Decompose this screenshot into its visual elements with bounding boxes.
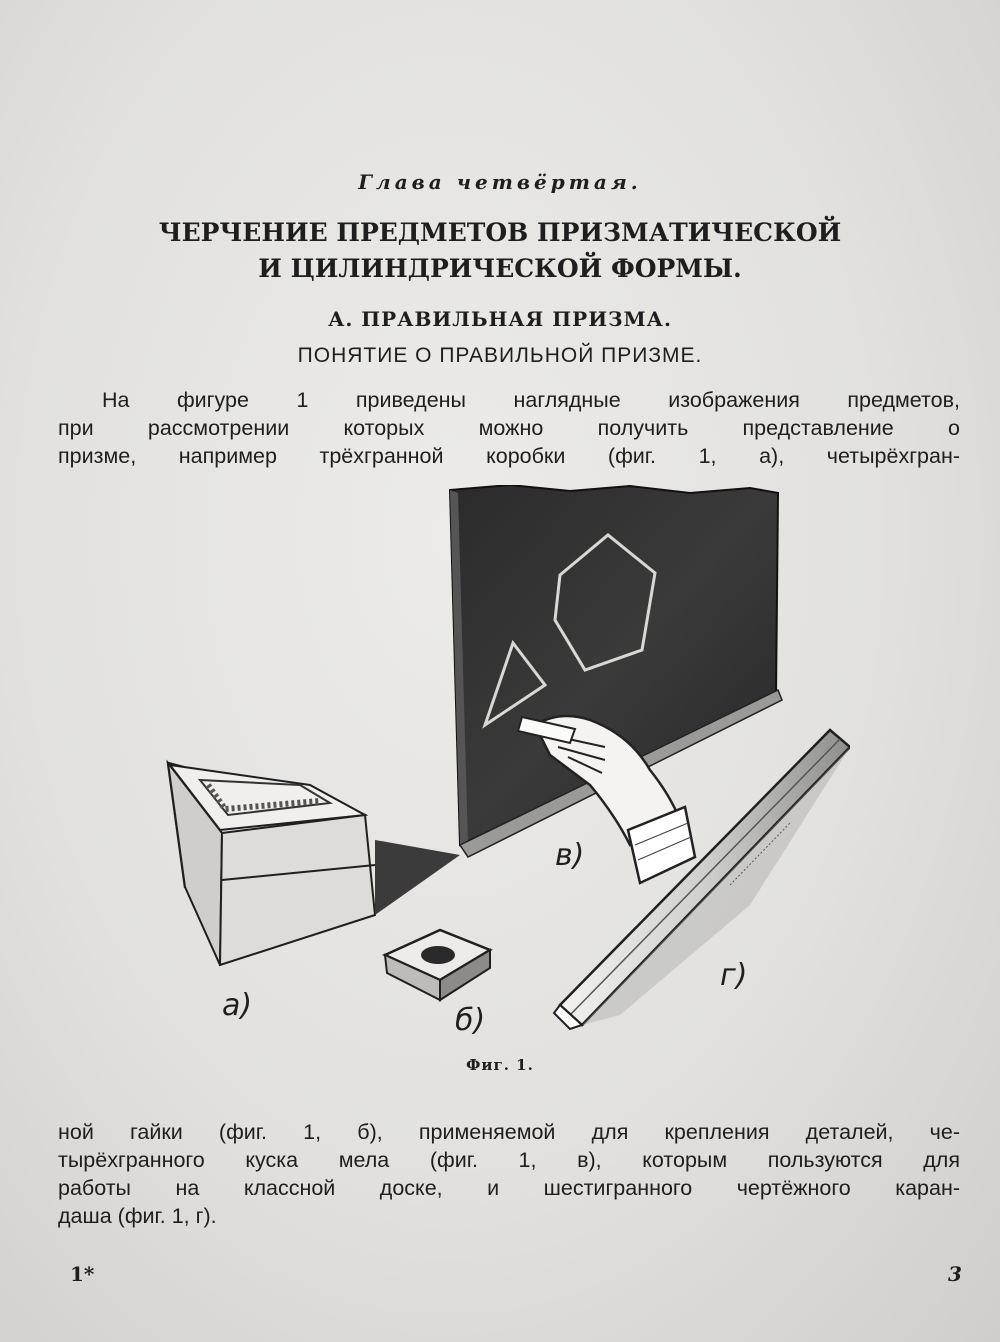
chapter-title-line-2: И ЦИЛИНДРИЧЕСКОЙ ФОРМЫ. bbox=[258, 254, 742, 283]
paragraph-1-line-2: при рассмотрении которых можно получить представление о bbox=[58, 416, 960, 440]
paragraph-1 bbox=[58, 386, 960, 470]
paragraph-2-line-4: даша (фиг. 1, г). bbox=[58, 1204, 217, 1228]
triangular-box-drawing bbox=[168, 763, 460, 965]
subsection-heading: ПОНЯТИЕ О ПРАВИЛЬНОЙ ПРИЗМЕ. bbox=[297, 344, 703, 367]
chapter-heading: Глава четвёртая. bbox=[358, 170, 642, 194]
figure-1-illustration bbox=[150, 485, 850, 1040]
chapter-title-line-1: ЧЕРЧЕНИЕ ПРЕДМЕТОВ ПРИЗМАТИЧЕСКОЙ bbox=[158, 218, 842, 247]
paragraph-2-line-1: ной гайки (фиг. 1, б), применяемой для крепления деталей, че- bbox=[58, 1120, 960, 1144]
label-v: в) bbox=[555, 838, 585, 873]
square-nut-drawing bbox=[385, 930, 490, 1000]
figure-caption: Фиг. 1. bbox=[466, 1056, 534, 1074]
chapter-title bbox=[0, 215, 1000, 287]
page-number: 3 bbox=[948, 1262, 962, 1286]
paragraph-1-line-1: На фигуре 1 приведены наглядные изображения предметов, bbox=[102, 388, 960, 412]
paragraph-1-line-3: призме, например трёхгранной коробки (фиг. 1, а), четырёхгран- bbox=[58, 444, 960, 468]
section-heading: А. ПРАВИЛЬНАЯ ПРИЗМА. bbox=[328, 307, 672, 331]
label-g: г) bbox=[720, 958, 748, 993]
paragraph-2-line-2: тырёхгранного куска мела (фиг. 1, в), которым пользуются для bbox=[58, 1148, 960, 1172]
paragraph-2 bbox=[58, 1118, 960, 1230]
label-b: б) bbox=[455, 1003, 486, 1038]
printer-signature-mark: 1* bbox=[70, 1262, 95, 1286]
paragraph-2-line-3: работы на классной доске, и шестигранного чертёжного каран- bbox=[58, 1176, 960, 1200]
label-a: а) bbox=[222, 988, 253, 1023]
